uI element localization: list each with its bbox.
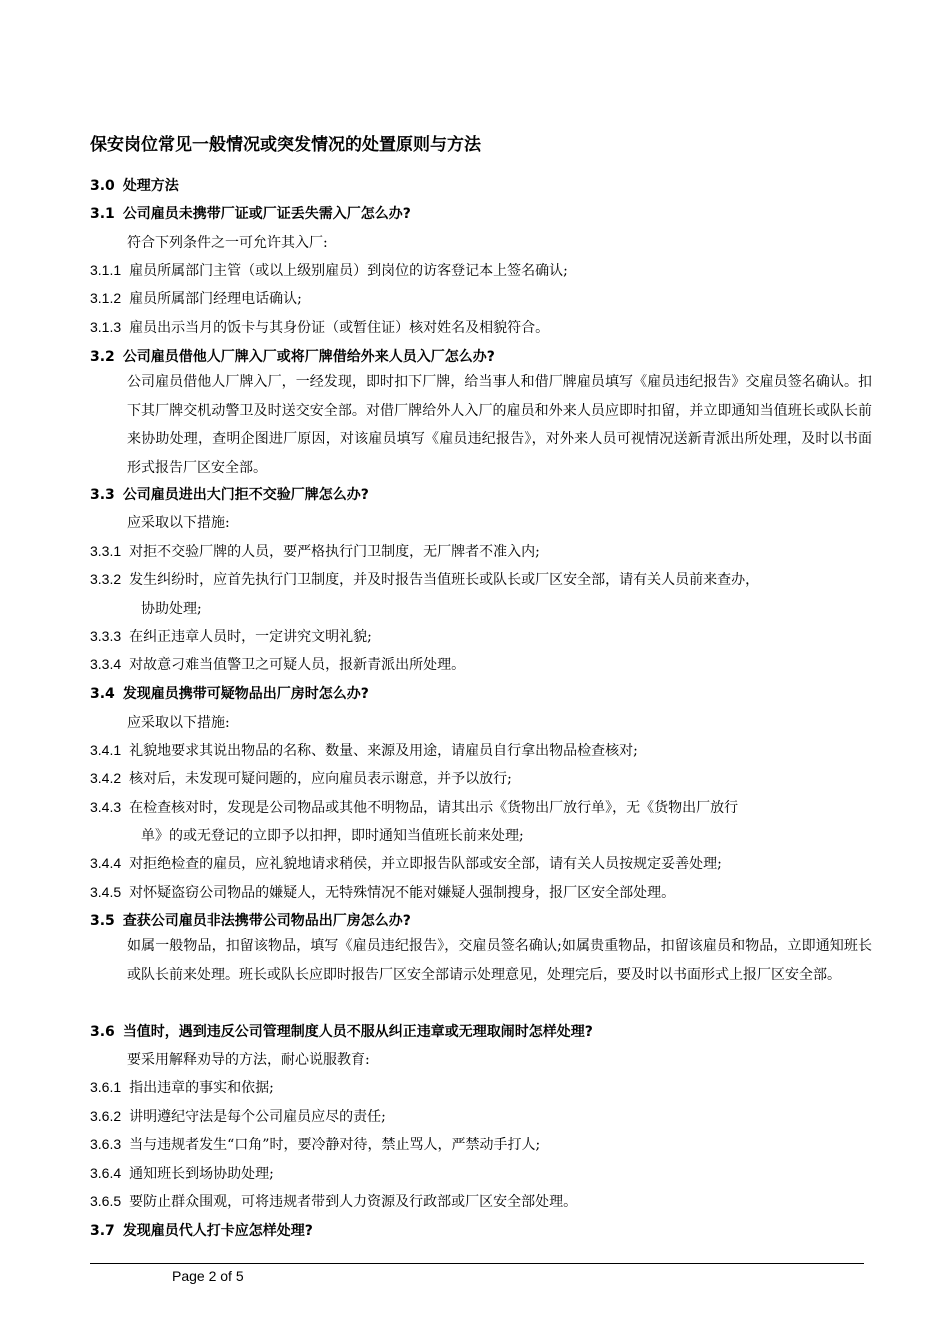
footer-divider <box>90 1263 864 1264</box>
section-3-6-intro: 要采用解释劝导的方法，耐心说服教育: <box>127 1052 370 1068</box>
section-3-0-heading: 3.0 处理方法 <box>90 178 179 194</box>
item-3-6-3: 3.6.3 当与违规者发生“口角”时，要冷静对待，禁止骂人，严禁动手打人; <box>90 1136 541 1153</box>
item-3-4-3: 3.4.3 在检查核对时，发现是公司物品或其他不明物品，请其出示《货物出厂放行单》，无《货物出厂放行 <box>90 799 739 816</box>
item-3-1-2: 3.1.2 雇员所属部门经理电话确认; <box>90 290 302 307</box>
page-title: 保安岗位常见一般情况或突发情况的处置原则与方法 <box>90 135 481 155</box>
item-3-4-3-continued: 单》的或无登记的立即予以扣押，即时通知当值班长前来处理; <box>141 828 524 844</box>
section-3-5-paragraph: 如属一般物品，扣留该物品，填写《雇员违纪报告》，交雇员签名确认;如属贵重物品，扣留该雇员和物品，立即通知班长或队长前来处理。班长或队长应即时报告厂区安全部请示处理意见，处理完后，要及时以书面形式上报厂区安全部。 <box>127 938 872 983</box>
item-3-4-5: 3.4.5 对怀疑盗窃公司物品的嫌疑人，无特殊情况不能对嫌疑人强制搜身，报厂区安全部处理。 <box>90 884 676 901</box>
item-3-1-3: 3.1.3 雇员出示当月的饭卡与其身份证（或暂住证）核对姓名及相貌符合。 <box>90 319 550 336</box>
item-3-3-2-continued: 协助处理; <box>141 601 202 617</box>
item-3-3-1: 3.3.1 对拒不交验厂牌的人员，要严格执行门卫制度，无厂牌者不准入内; <box>90 543 540 560</box>
section-3-4-heading: 3.4 发现雇员携带可疑物品出厂房时怎么办? <box>90 686 369 702</box>
item-3-4-1: 3.4.1 礼貌地要求其说出物品的名称、数量、来源及用途，请雇员自行拿出物品检查核对; <box>90 742 638 759</box>
item-3-3-4: 3.3.4 对故意刁难当值警卫之可疑人员，报新青派出所处理。 <box>90 656 466 673</box>
section-3-2-paragraph: 公司雇员借他人厂牌入厂，一经发现，即时扣下厂牌，给当事人和借厂牌雇员填写《雇员违纪报告》交雇员签名确认。扣下其厂牌交机动警卫及时送交安全部。对借厂牌给外人入厂的雇员和外来人员应即时扣留，并立即通知当值班长或队长前来协助处理，查明企图进厂原因，对该雇员填写《雇员违纪报告》，对外来人员可视情况送新青派出所处理，及时以书面形式报告厂区安全部。 <box>127 374 872 476</box>
page-number: Page 2 of 5 <box>172 1268 244 1284</box>
item-3-6-1: 3.6.1 指出违章的事实和依据; <box>90 1079 274 1096</box>
section-3-6-heading: 3.6 当值时，遇到违反公司管理制度人员不服从纠正违章或无理取闹时怎样处理? <box>90 1024 593 1040</box>
section-3-3-heading: 3.3 公司雇员进出大门拒不交验厂牌怎么办? <box>90 487 369 503</box>
item-3-3-3: 3.3.3 在纠正违章人员时，一定讲究文明礼貌; <box>90 628 372 645</box>
section-3-5-heading: 3.5 查获公司雇员非法携带公司物品出厂房怎么办? <box>90 913 411 929</box>
section-3-4-intro: 应采取以下措施: <box>127 715 230 731</box>
item-3-3-2: 3.3.2 发生纠纷时，应首先执行门卫制度，并及时报告当值班长或队长或厂区安全部，请有关人员前来查办， <box>90 571 760 588</box>
item-3-6-4: 3.6.4 通知班长到场协助处理; <box>90 1165 274 1182</box>
section-3-2-heading: 3.2 公司雇员借他人厂牌入厂或将厂牌借给外来人员入厂怎么办? <box>90 349 495 365</box>
section-3-1-intro: 符合下列条件之一可允许其入厂: <box>127 235 328 251</box>
item-3-4-4: 3.4.4 对拒绝检查的雇员，应礼貌地请求稍侯，并立即报告队部或安全部，请有关人员按规定妥善处理; <box>90 855 722 872</box>
section-3-3-intro: 应采取以下措施: <box>127 515 230 531</box>
section-3-7-heading: 3.7 发现雇员代人打卡应怎样处理? <box>90 1223 313 1239</box>
section-3-1-heading: 3.1 公司雇员未携带厂证或厂证丢失需入厂怎么办? <box>90 206 411 222</box>
item-3-4-2: 3.4.2 核对后，未发现可疑问题的，应向雇员表示谢意，并予以放行; <box>90 770 512 787</box>
item-3-1-1: 3.1.1 雇员所属部门主管（或以上级别雇员）到岗位的访客登记本上签名确认; <box>90 262 568 279</box>
item-3-6-2: 3.6.2 讲明遵纪守法是每个公司雇员应尽的责任; <box>90 1108 386 1125</box>
item-3-6-5: 3.6.5 要防止群众围观，可将违规者带到人力资源及行政部或厂区安全部处理。 <box>90 1193 578 1210</box>
